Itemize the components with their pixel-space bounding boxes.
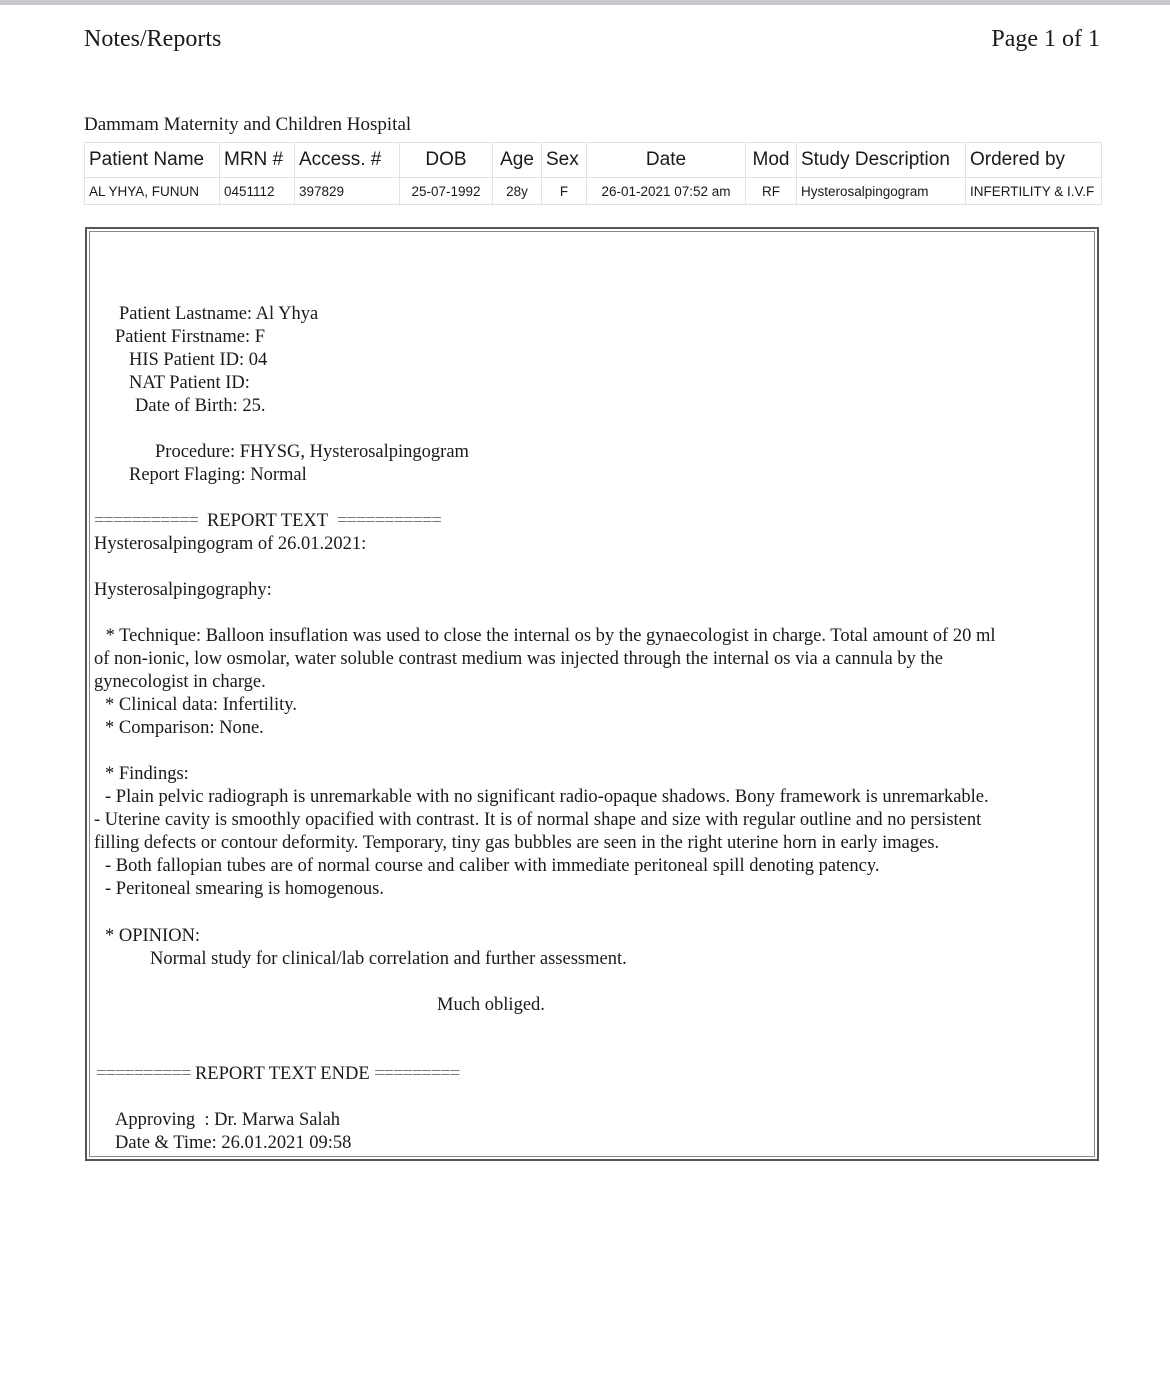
technique-line-1: * Technique: Balloon insuflation was used to close the internal os by the gynaecologist in charge. Total amount of 20 ml <box>101 626 996 646</box>
col-study-description: Study Description <box>797 143 966 178</box>
finding-2a: - Uterine cavity is smoothly opacified with contrast. It is of normal shape and size with regular outline and no persistent <box>94 810 982 830</box>
report-text-end-rule <box>96 1063 459 1086</box>
rule-left: =========== <box>94 511 198 531</box>
header-title: Notes/Reports <box>84 26 222 52</box>
technique-line-3: gynecologist in charge. <box>94 672 266 692</box>
date-of-birth: Date of Birth: 25. <box>135 396 266 416</box>
patient-firstname: Patient Firstname: F <box>115 327 266 347</box>
top-edge <box>0 0 1170 5</box>
cell-ordered-by: INFERTILITY & I.V.F <box>966 178 1102 205</box>
rule-end-left: ========== <box>96 1064 191 1084</box>
report-flag: Report Flaging: Normal <box>129 465 307 485</box>
cell-dob: 25-07-1992 <box>400 178 493 205</box>
rule-end-label: REPORT TEXT ENDE <box>194 1064 370 1084</box>
clinical-data: * Clinical data: Infertility. <box>105 695 297 715</box>
opinion-text: Normal study for clinical/lab correlation and further assessment. <box>150 949 627 969</box>
report-text-start-rule <box>94 510 441 533</box>
col-access: Access. # <box>295 143 400 178</box>
col-dob: DOB <box>400 143 493 178</box>
col-age: Age <box>493 143 542 178</box>
rule-end-right: ========= <box>374 1064 460 1084</box>
cell-sex: F <box>542 178 587 205</box>
rule-label: REPORT TEXT <box>207 511 328 531</box>
finding-2b: filling defects or contour deformity. Temporary, tiny gas bubbles are seen in the right uterine horn in early images. <box>94 833 940 853</box>
cell-date: 26-01-2021 07:52 am <box>587 178 746 205</box>
date-time: Date & Time: 26.01.2021 09:58 <box>115 1133 352 1153</box>
patient-lastname: Patient Lastname: Al Yhya <box>119 304 319 324</box>
finding-4: - Peritoneal smearing is homogenous. <box>105 879 384 899</box>
cell-mod: RF <box>746 178 797 205</box>
col-date: Date <box>587 143 746 178</box>
table-row <box>85 178 1102 205</box>
closing: Much obliged. <box>437 995 545 1015</box>
page-number: Page 1 of 1 <box>991 26 1100 52</box>
findings-heading: * Findings: <box>105 764 189 784</box>
table-header-row <box>85 143 1102 178</box>
cell-access: 397829 <box>295 178 400 205</box>
report-title: Hysterosalpingogram of 26.01.2021: <box>94 534 367 554</box>
cell-patient-name: AL YHYA, FUNUN <box>85 178 220 205</box>
col-sex: Sex <box>542 143 587 178</box>
technique-line-2: of non-ionic, low osmolar, water soluble contrast medium was injected through the internal os via a cannula by the <box>94 649 944 669</box>
cell-age: 28y <box>493 178 542 205</box>
finding-1: - Plain pelvic radiograph is unremarkable with no significant radio-opaque shadows. Bony framework is unremarkable. <box>105 787 989 807</box>
section-heading: Hysterosalpingography: <box>94 580 272 600</box>
approving: Approving : Dr. Marwa Salah <box>115 1110 341 1130</box>
finding-3: - Both fallopian tubes are of normal course and caliber with immediate peritoneal spill denoting patency. <box>105 856 880 876</box>
col-ordered-by: Ordered by <box>966 143 1102 178</box>
col-patient-name: Patient Name <box>85 143 220 178</box>
col-mod: Mod <box>746 143 797 178</box>
comparison: * Comparison: None. <box>105 718 264 738</box>
cell-mrn: 0451112 <box>220 178 295 205</box>
his-patient-id: HIS Patient ID: 04 <box>129 350 268 370</box>
hospital-name: Dammam Maternity and Children Hospital <box>84 114 412 135</box>
nat-patient-id: NAT Patient ID: <box>129 373 250 393</box>
report-box <box>85 227 1099 1161</box>
cell-study-description: Hysterosalpingogram <box>797 178 966 205</box>
procedure: Procedure: FHYSG, Hysterosalpingogram <box>155 442 469 462</box>
opinion-heading: * OPINION: <box>105 926 201 946</box>
col-mrn: MRN # <box>220 143 295 178</box>
patient-table <box>84 142 1102 205</box>
rule-right: =========== <box>336 511 441 531</box>
